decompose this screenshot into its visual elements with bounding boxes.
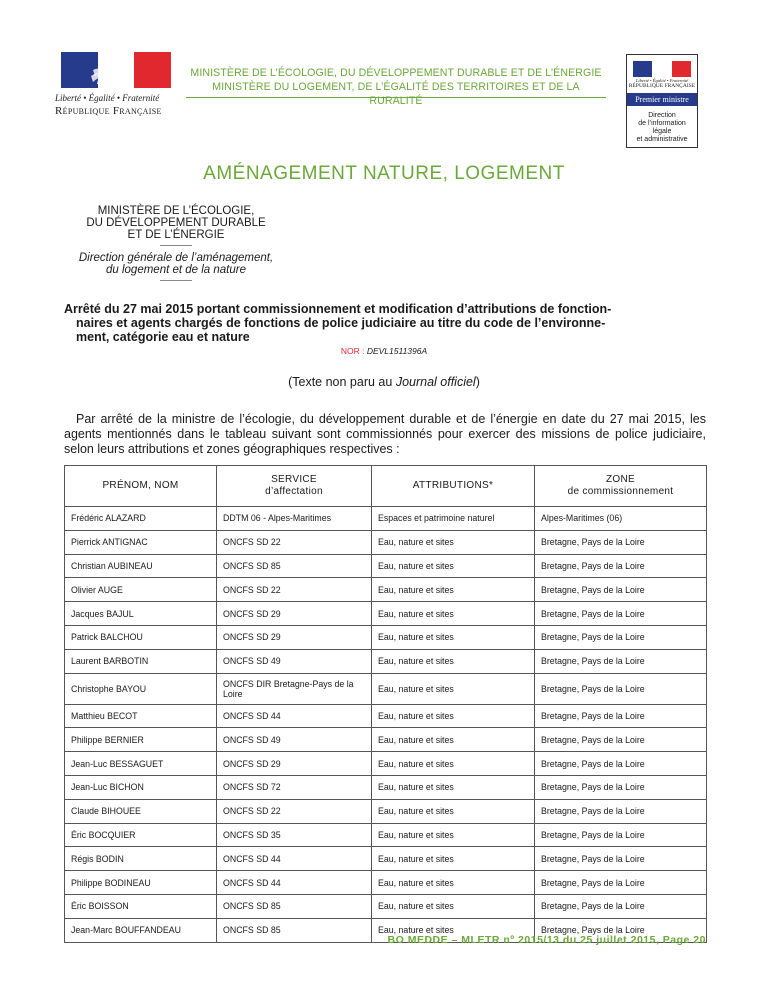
cell-attributions: Eau, nature et sites xyxy=(372,871,535,895)
cell-name: Frédéric ALAZARD xyxy=(65,507,217,531)
table-row xyxy=(65,649,707,673)
cell-attributions: Eau, nature et sites xyxy=(372,602,535,626)
cell-name: Patrick BALCHOU xyxy=(65,625,217,649)
cell-name: Philippe BODINEAU xyxy=(65,871,217,895)
cell-name: Philippe BERNIER xyxy=(65,728,217,752)
cell-service: ONCFS SD 22 xyxy=(217,530,372,554)
table-row xyxy=(65,894,707,918)
cell-name: Pierrick ANTIGNAC xyxy=(65,530,217,554)
cell-name: Jean-Marc BOUFFANDEAU xyxy=(65,918,217,942)
cell-service: ONCFS SD 35 xyxy=(217,823,372,847)
cell-zone: Bretagne, Pays de la Loire xyxy=(535,649,707,673)
agents-table xyxy=(64,465,707,943)
table-row xyxy=(65,673,707,704)
cell-attributions: Eau, nature et sites xyxy=(372,625,535,649)
table-row xyxy=(65,728,707,752)
nor-reference xyxy=(0,346,768,356)
ministry-block xyxy=(64,205,288,287)
table-row xyxy=(65,554,707,578)
cell-name: Claude BIHOUEE xyxy=(65,799,217,823)
logo-motto: Liberté • Égalité • Fraternité xyxy=(55,93,160,103)
cell-service: ONCFS SD 49 xyxy=(217,649,372,673)
table-row xyxy=(65,775,707,799)
nor-value: DEVL1511396A xyxy=(366,346,428,356)
cell-zone: Bretagne, Pays de la Loire xyxy=(535,894,707,918)
table-row xyxy=(65,799,707,823)
ministry-header xyxy=(186,66,606,108)
right-logo-motto: Liberté • Égalité • Fraternité xyxy=(635,78,689,83)
ministry-line-2: MINISTÈRE DU LOGEMENT, DE L’ÉGALITÉ DES TERRITOIRES ET DE LA RURALITÉ xyxy=(212,81,580,107)
page-footer: BO MEDDE – MLETR nº 2015/13 du 25 juillet 2015, Page 20 xyxy=(387,934,706,946)
cell-zone: Bretagne, Pays de la Loire xyxy=(535,578,707,602)
cell-attributions: Eau, nature et sites xyxy=(372,894,535,918)
cell-attributions: Eau, nature et sites xyxy=(372,578,535,602)
tricolor-flag xyxy=(61,52,171,88)
cell-name: Jacques BAJUL xyxy=(65,602,217,626)
cell-zone: Bretagne, Pays de la Loire xyxy=(535,752,707,776)
cell-attributions: Eau, nature et sites xyxy=(372,649,535,673)
table-row xyxy=(65,752,707,776)
cell-service: ONCFS SD 85 xyxy=(217,894,372,918)
cell-name: Christian AUBINEAU xyxy=(65,554,217,578)
cell-zone: Bretagne, Pays de la Loire xyxy=(535,823,707,847)
cell-attributions: Eau, nature et sites xyxy=(372,847,535,871)
cell-zone: Bretagne, Pays de la Loire xyxy=(535,775,707,799)
table-header-row xyxy=(65,466,707,507)
cell-name: Jean-Luc BESSAGUET xyxy=(65,752,217,776)
cell-attributions: Eau, nature et sites xyxy=(372,673,535,704)
non-paru-note: (Texte non paru au Journal officiel) xyxy=(288,375,480,389)
cell-service: ONCFS SD 44 xyxy=(217,871,372,895)
cell-name: Olivier AUGE xyxy=(65,578,217,602)
cell-service: ONCFS SD 49 xyxy=(217,728,372,752)
header-attributions: ATTRIBUTIONS* xyxy=(372,466,535,507)
divider xyxy=(160,245,192,246)
table-row xyxy=(65,602,707,626)
cell-zone: Bretagne, Pays de la Loire xyxy=(535,847,707,871)
cell-attributions: Espaces et patrimoine naturel xyxy=(372,507,535,531)
direction-line-2: du logement et de la nature xyxy=(105,264,247,276)
cell-zone: Bretagne, Pays de la Loire xyxy=(535,799,707,823)
nor-label: NOR : xyxy=(340,346,367,356)
header-name: PRÉNOM, NOM xyxy=(65,466,217,507)
cell-zone: Bretagne, Pays de la Loire xyxy=(535,728,707,752)
cell-zone: Bretagne, Pays de la Loire xyxy=(535,625,707,649)
header-service: SERVICE d’affectation xyxy=(217,466,372,507)
cell-name: Éric BOISSON xyxy=(65,894,217,918)
tricolor-flag-small xyxy=(633,61,691,77)
cell-attributions: Eau, nature et sites xyxy=(372,554,535,578)
cell-service: ONCFS SD 22 xyxy=(217,578,372,602)
cell-attributions: Eau, nature et sites xyxy=(372,752,535,776)
ministry-block-line-2: DU DÉVELOPPEMENT DURABLE xyxy=(86,217,266,229)
ministry-block-line-1: MINISTÈRE DE L’ÉCOLOGIE, xyxy=(97,205,255,217)
republique-francaise-logo xyxy=(55,52,175,117)
cell-zone: Bretagne, Pays de la Loire xyxy=(535,673,707,704)
cell-attributions: Eau, nature et sites xyxy=(372,799,535,823)
table-row xyxy=(65,704,707,728)
cell-attributions: Eau, nature et sites xyxy=(372,775,535,799)
premier-ministre-band: Premier ministre xyxy=(627,93,697,106)
ministry-block-line-3: ET DE L’ÉNERGIE xyxy=(127,229,225,241)
header-zone: ZONE de commissionnement xyxy=(535,466,707,507)
cell-name: Matthieu BECOT xyxy=(65,704,217,728)
cell-zone: Bretagne, Pays de la Loire xyxy=(535,918,707,942)
cell-service: ONCFS SD 29 xyxy=(217,602,372,626)
cell-name: Jean-Luc BICHON xyxy=(65,775,217,799)
cell-attributions: Eau, nature et sites xyxy=(372,918,535,942)
ministry-line-1: MINISTÈRE DE L’ÉCOLOGIE, DU DÉVELOPPEMENT DURABLE ET DE L’ÉNERGIE xyxy=(190,67,602,79)
cell-service: ONCFS SD 29 xyxy=(217,625,372,649)
table-row xyxy=(65,625,707,649)
table-row xyxy=(65,507,707,531)
intro-paragraph: Par arrêté de la ministre de l’écologie, du développement durable et de l’énergie en date du 27 mai 2015, les agents mentionnés dans le tableau suivant sont commissionnés pour exercer des missions de police judiciaire, selon leurs attributions et zones géographiques respectives : xyxy=(64,412,706,456)
direction-line-1: Direction générale de l’aménagement, xyxy=(78,252,274,264)
cell-service: ONCFS SD 72 xyxy=(217,775,372,799)
cell-service: ONCFS SD 85 xyxy=(217,918,372,942)
cell-attributions: Eau, nature et sites xyxy=(372,704,535,728)
cell-service: DDTM 06 - Alpes-Maritimes xyxy=(217,507,372,531)
cell-zone: Bretagne, Pays de la Loire xyxy=(535,602,707,626)
section-title: AMÉNAGEMENT NATURE, LOGEMENT xyxy=(203,163,565,184)
premier-ministre-logo xyxy=(626,54,698,148)
cell-attributions: Eau, nature et sites xyxy=(372,823,535,847)
cell-service: ONCFS SD 44 xyxy=(217,704,372,728)
cell-attributions: Eau, nature et sites xyxy=(372,728,535,752)
cell-zone: Bretagne, Pays de la Loire xyxy=(535,530,707,554)
cell-attributions: Eau, nature et sites xyxy=(372,530,535,554)
cell-service: ONCFS SD 44 xyxy=(217,847,372,871)
table-row xyxy=(65,530,707,554)
cell-name: Laurent BARBOTIN xyxy=(65,649,217,673)
cell-zone: Bretagne, Pays de la Loire xyxy=(535,871,707,895)
divider xyxy=(160,280,192,281)
header-divider xyxy=(186,97,606,98)
table-row xyxy=(65,871,707,895)
cell-name: Christophe BAYOU xyxy=(65,673,217,704)
cell-service: ONCFS SD 29 xyxy=(217,752,372,776)
cell-zone: Bretagne, Pays de la Loire xyxy=(535,554,707,578)
table-row xyxy=(65,823,707,847)
cell-name: Éric BOCQUIER xyxy=(65,823,217,847)
dila-label: Direction de l’information légale et administrative xyxy=(636,112,688,143)
cell-service: ONCFS SD 85 xyxy=(217,554,372,578)
cell-name: Régis BODIN xyxy=(65,847,217,871)
logo-republic: République Française xyxy=(55,105,162,117)
table-row xyxy=(65,847,707,871)
right-logo-republic: RÉPUBLIQUE FRANÇAISE xyxy=(628,83,696,89)
marianne-icon xyxy=(89,58,141,88)
table-row xyxy=(65,578,707,602)
cell-service: ONCFS SD 22 xyxy=(217,799,372,823)
cell-zone: Bretagne, Pays de la Loire xyxy=(535,704,707,728)
cell-zone: Alpes-Maritimes (06) xyxy=(535,507,707,531)
arrete-title: Arrêté du 27 mai 2015 portant commissionnement et modification d’attributions de fonction- naires et agents chargés de fonctions de police judiciaire au titre du code de l’environne- ment, catégorie eau et nature xyxy=(64,302,612,344)
cell-service: ONCFS DIR Bretagne-Pays de la Loire xyxy=(217,673,372,704)
